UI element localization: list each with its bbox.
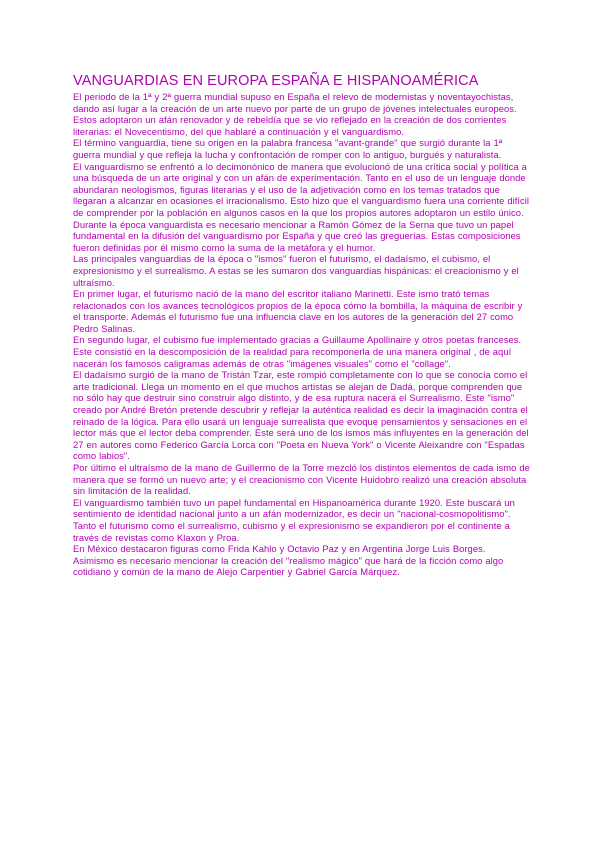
paragraph-intro: El periodo de la 1ª y 2ª guerra mundial supuso en España el relevo de modernistas y noventayochistas, dando así lugar a la creación de un arte nuevo por parte de un grupo de jóvenes intelectuales europeos. Estos adoptaron un afán renovador y de rebeldía que se vio reflejado en la creación de dos corrientes literarias: el Novecentismo, del que hablaré a continuación y el vanguardismo.	[73, 91, 517, 137]
paragraph-vanguardismo: El vanguardismo se enfrentó a lo decimonónico de manera que evolucionó de una crítica social y política a una búsqueda de un arte original y con un afán de experimentación. Tanto en el uso de un lenguaje donde abundaran neologismos, figuras literarias y el uso de la adjetivación como en los temas tratados que llegaran a alcanzar en ocasiones el irracionalismo. Esto hizo que el vanguardismo fuera una corriente difícil de comprender por la población en algunos casos en la que los propios autores adoptaron un estilo único.	[73, 160, 530, 218]
paragraph-futurismo: En primer lugar, el futurismo nació de la mano del escritor italiano Marinetti. Este ismo trató temas relacionados con los avances tecnológicos propios de la época cómo la bombilla, la máquina de escribir y el transporte. Además el futurismo fue una influencia clave en los autores de la generación del 27 como Pedro Salinas.	[73, 288, 523, 334]
paragraph-mexico: En México destacaron figuras como Frida Kahlo y Octavio Paz y en Argentina Jorge Luis Borges.	[73, 543, 486, 555]
paragraph-ultraismo: Por último el ultraísmo de la mano de Guillermo de la Torre mezcló los distintos elementos de cada ismo de manera que se formó un nuevo arte; y el creacionismo con Vicente Huidobro realizó una creación absoluta sin limitación de la realidad.	[73, 462, 530, 497]
paragraph-gomez-de-la-serna: Durante la época vanguardista es necesario mencionar a Ramón Gómez de la Serna que tuvo un papel fundamental en la difusión del vanguardismo por España y que creó las greguerías. Estas composiciones fueron definidas por él mismo como la suma de la metáfora y el humor.	[73, 218, 521, 253]
document-title: VANGUARDIAS EN EUROPA ESPAÑA E HISPANOAMÉRICA	[73, 73, 479, 89]
paragraph-ismos: Las principales vanguardias de la época o "ismos" fueron el futurismo, el dadaísmo, el cubismo, el expresionismo y el surrealismo. A estas se les sumaron dos vanguardias hispánicas: el creacionismo y el ultraísmo.	[73, 253, 519, 288]
paragraph-termino-vanguardia: El término vanguardia, tiene su origen en la palabra francesa "avant-grande" que surgió durante la 1ª guerra mundial y que refleja la lucha y confrontación de romper con lo antiguo, burgués y naturalista.	[73, 137, 503, 160]
paragraph-cubismo: En segundo lugar, el cubismo fue implementado gracias a Guillaume Apollinaire y otros poetas franceses. Este consistió en la descomposición de la realidad para recomponerla de una manera original , de aquí nacerán los famosos caligramas además de otras "imágenes visuales" como el "collage".	[73, 334, 522, 369]
paragraph-dadaismo: El dadaísmo surgió de la mano de Tristán Tzar, este rompió completamente con lo que se conocía como el arte tradicional. Llega un momento en el que muchos artistas se alejan de Dadá, porque comprenden que no sólo hay que destruir sino construir algo distinto, y de esa ruptura nacerá el Surrealismo. Este "ismo" creado por André Bretón pretende descubrir y reflejar la auténtica realidad es decir la imaginación contra el reinado de la lógica. Para ello usará un lenguaje surrealista que evoque pensamientos y sensaciones en el lector más que el lector deba comprender. Este será uno de los ismos más influyentes en la generación del 27 en autores como Federico García Lorca con "Poeta en Nueva York" o Vicente Aleixandre con "Espadas como labios".	[73, 369, 529, 462]
paragraph-realismo-magico: Asimismo es necesario mencionar la creación del "realismo mágico" que hará de la ficción como algo cotidiano y común de la mano de Alejo Carpentier y Gabriel García Márquez.	[73, 554, 504, 578]
paragraph-hispanoamerica: El vanguardismo también tuvo un papel fundamental en Hispanoamérica durante 1920. Este buscará un sentimiento de identidad nacional junto a un afán modernizador, es decir un "nacional-cosmopolitismo". Tanto el futurismo como el surrealismo, cubismo y el expresionismo se expandieron por el continente a través de revistas como Klaxon y Proa.	[73, 496, 515, 543]
